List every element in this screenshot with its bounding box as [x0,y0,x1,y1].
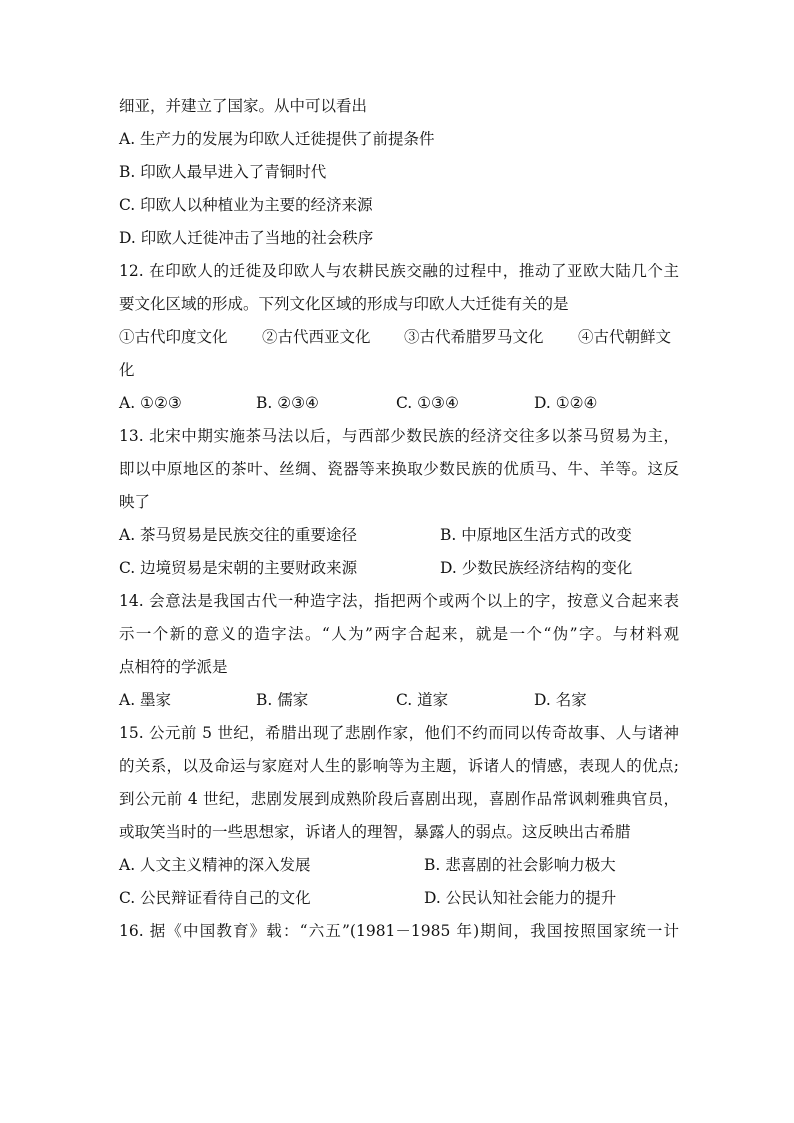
q14-option-c: C. 道家 [396,691,449,709]
q14-stem-line3: 点相符的学派是 [119,658,228,676]
q15-option-a: A. 人文主义精神的深入发展 [119,856,311,874]
q12-item-4: ④古代朝鲜文 [578,328,672,346]
q14-stem-line1: 14. 会意法是我国古代一种造字法，指把两个或两个以上的字，按意义合起来表 [119,592,679,610]
q14-option-b: B. 儒家 [256,691,309,709]
q13-option-a: A. 茶马贸易是民族交往的重要途径 [119,526,358,544]
q11-option-b: B. 印欧人最早进入了青铜时代 [119,163,327,181]
q12-option-a: A. ①②③ [119,394,182,412]
q13-stem-line1: 13. 北宋中期实施茶马法以后，与西部少数民族的经济交往多以茶马贸易为主， [119,427,679,445]
q11-option-d: D. 印欧人迁徙冲击了当地的社会秩序 [119,229,374,247]
q11-option-c: C. 印欧人以种植业为主要的经济来源 [119,196,373,214]
q12-item-4-wrap: 化 [119,361,135,379]
q12-option-d: D. ①②④ [534,394,598,412]
q12-item-3: ③古代希腊罗马文化 [404,328,544,346]
q15-option-c: C. 公民辩证看待自己的文化 [119,889,311,907]
q12-item-1: ①古代印度文化 [119,328,228,346]
q12-option-c: C. ①③④ [396,394,459,412]
q14-stem-line2: 示一个新的意义的造字法。“人为”两字合起来，就是一个“伪”字。与材料观 [119,625,679,643]
q12-item-2: ②古代西亚文化 [262,328,371,346]
q12-stem-line2: 要文化区域的形成。下列文化区域的形成与印欧人大迁徙有关的是 [119,295,569,313]
q11-option-a: A. 生产力的发展为印欧人迁徙提供了前提条件 [119,130,435,148]
q13-stem-line3: 映了 [119,493,151,511]
q14-option-d: D. 名家 [534,691,587,709]
q12-stem-line1: 12. 在印欧人的迁徙及印欧人与农耕民族交融的过程中，推动了亚欧大陆几个主 [119,262,679,280]
q15-stem-line2: 的关系，以及命运与家庭对人生的影响等为主题，诉诸人的情感，表现人的优点; [119,757,679,775]
q15-stem-line4: 或取笑当时的一些思想家，诉诸人的理智，暴露人的弱点。这反映出古希腊 [119,823,631,841]
q13-option-b: B. 中原地区生活方式的改变 [440,526,632,544]
q13-option-d: D. 少数民族经济结构的变化 [440,559,633,577]
q15-option-b: B. 悲喜剧的社会影响力极大 [424,856,616,874]
q11-stem-tail: 细亚，并建立了国家。从中可以看出 [119,97,368,115]
q16-stem-line1: 16. 据《中国教育》载：“六五”(1981－1985 年)期间，我国按照国家统一计 [119,922,679,940]
q15-stem-line3: 到公元前 4 世纪，悲剧发展到成熟阶段后喜剧出现，喜剧作品常讽刺雅典官员， [119,790,679,808]
q12-option-b: B. ②③④ [256,394,319,412]
q15-stem-line1: 15. 公元前 5 世纪，希腊出现了悲剧作家，他们不约而同以传奇故事、人与诸神 [119,724,679,742]
q15-option-d: D. 公民认知社会能力的提升 [424,889,617,907]
q13-stem-line2: 即以中原地区的茶叶、丝绸、瓷器等来换取少数民族的优质马、牛、羊等。这反 [119,460,679,478]
q13-option-c: C. 边境贸易是宋朝的主要财政来源 [119,559,358,577]
q14-option-a: A. 墨家 [119,691,172,709]
